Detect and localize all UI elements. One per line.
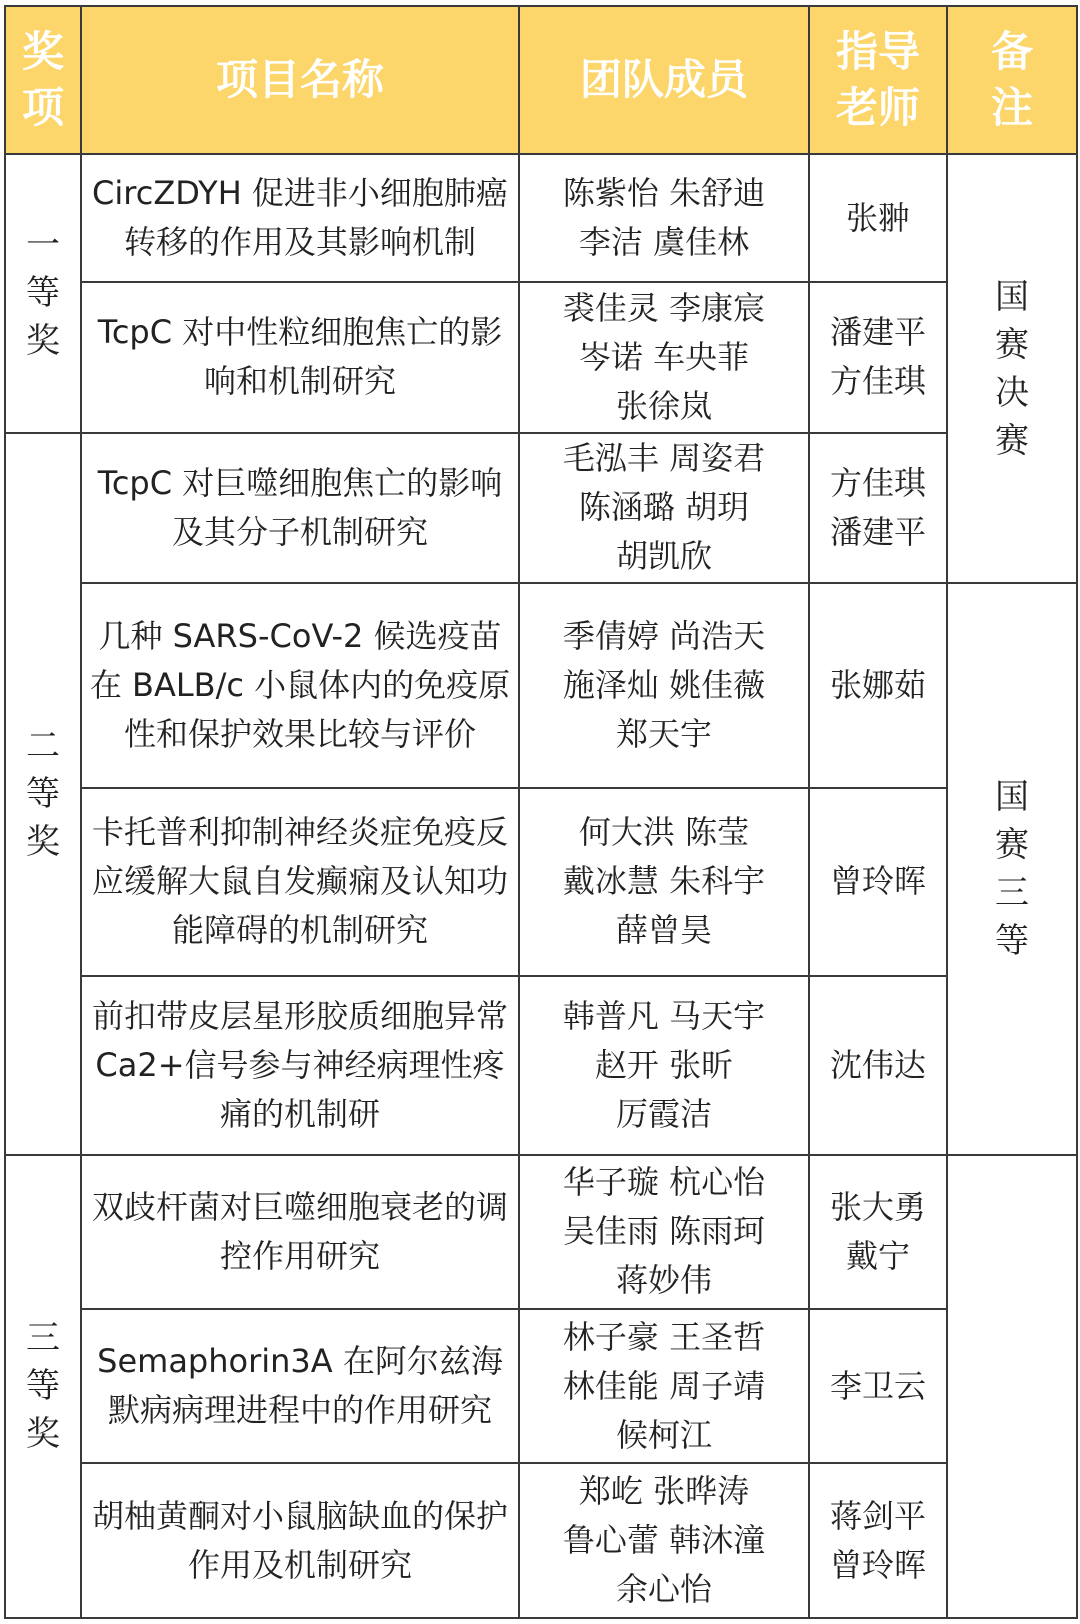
header-note-line: 注	[990, 83, 1033, 132]
member-line: 陈紫怡 朱舒迪	[562, 174, 766, 213]
table-row	[5, 1463, 1077, 1618]
advisor-name: 张翀	[845, 198, 910, 237]
table-row	[5, 788, 1077, 976]
header-advisor	[809, 6, 947, 154]
advisor	[809, 1155, 947, 1309]
team-members	[519, 433, 809, 583]
header-note	[947, 6, 1077, 154]
project-name: 卡托普利抑制神经炎症免疫反应缓解大鼠自发癫痫及认知功能障碍的机制研究	[81, 788, 519, 976]
member-line: 鲁心蕾 韩沐潼	[562, 1521, 766, 1560]
advisor-name: 方佳琪	[829, 463, 926, 502]
member-line: 蒋妙伟	[615, 1261, 712, 1300]
award-char: 等	[26, 1366, 60, 1407]
header-award-line: 奖	[21, 27, 64, 76]
advisor	[809, 433, 947, 583]
project-name: 胡柚黄酮对小鼠脑缺血的保护作用及机制研究	[81, 1463, 519, 1618]
member-line: 裘佳灵 李康宸	[562, 288, 766, 327]
award-char: 奖	[26, 1414, 60, 1455]
table-row	[5, 976, 1077, 1155]
header-note-line: 备	[990, 27, 1033, 76]
header-row	[5, 6, 1077, 154]
member-line: 张徐岚	[615, 386, 712, 425]
table-row	[5, 1155, 1077, 1309]
table-row	[5, 433, 1077, 583]
member-line: 林子豪 王圣哲	[562, 1317, 766, 1356]
advisor-name: 张娜茹	[829, 666, 926, 705]
awards-table	[4, 5, 1078, 1619]
project-name: 双歧杆菌对巨噬细胞衰老的调控作用研究	[81, 1155, 519, 1309]
member-line: 薛曾昊	[615, 911, 712, 950]
advisor-name: 方佳琪	[829, 362, 926, 401]
header-advisor-line: 老师	[835, 83, 920, 132]
member-line: 吴佳雨 陈雨珂	[562, 1212, 766, 1251]
award-char: 三	[26, 1318, 60, 1359]
member-line: 施泽灿 姚佳薇	[562, 666, 766, 705]
advisor-name: 曾玲晖	[829, 862, 926, 901]
team-members	[519, 976, 809, 1155]
member-line: 何大洪 陈莹	[578, 813, 750, 852]
advisor-name: 沈伟达	[829, 1045, 926, 1084]
table-row	[5, 1309, 1077, 1463]
advisor	[809, 1309, 947, 1463]
advisor	[809, 282, 947, 432]
advisor-name: 张大勇	[829, 1187, 926, 1226]
award-char: 奖	[26, 321, 60, 362]
header-award-line: 项	[21, 83, 64, 132]
header-award	[5, 6, 81, 154]
advisor-name: 戴宁	[845, 1236, 910, 1275]
project-name: 几种 SARS-CoV-2 候选疫苗在 BALB/c 小鼠体内的免疫原性和保护效果比较与评价	[81, 583, 519, 788]
note-char: 决	[995, 372, 1029, 413]
note-national-third	[947, 583, 1077, 1154]
note-national-final	[947, 154, 1077, 583]
team-members	[519, 154, 809, 282]
member-line: 余心怡	[615, 1570, 712, 1609]
award-char: 一	[26, 225, 60, 266]
member-line: 毛泓丰 周姿君	[562, 439, 766, 478]
advisor-name: 潘建平	[829, 512, 926, 551]
award-char: 奖	[26, 821, 60, 862]
note-char: 等	[995, 920, 1029, 961]
project-name: TcpC 对巨噬细胞焦亡的影响及其分子机制研究	[81, 433, 519, 583]
project-name: Semaphorin3A 在阿尔兹海默病病理进程中的作用研究	[81, 1309, 519, 1463]
team-members	[519, 282, 809, 432]
award-char: 二	[26, 725, 60, 766]
award-char: 等	[26, 273, 60, 314]
member-line: 郑天宇	[615, 715, 712, 754]
advisor-name: 曾玲晖	[829, 1545, 926, 1584]
note-char: 赛	[995, 824, 1029, 865]
table-row	[5, 583, 1077, 788]
note-char: 国	[995, 276, 1029, 317]
advisor	[809, 1463, 947, 1618]
member-line: 戴冰慧 朱科宇	[562, 862, 766, 901]
member-line: 候柯江	[615, 1415, 712, 1454]
member-line: 胡凯欣	[615, 537, 712, 576]
project-name: 前扣带皮层星形胶质细胞异常 Ca2+信号参与神经病理性疼痛的机制研	[81, 976, 519, 1155]
award-third	[5, 1155, 81, 1618]
member-line: 郑屹 张晔涛	[578, 1472, 750, 1511]
table-row	[5, 154, 1077, 282]
advisor	[809, 976, 947, 1155]
award-char: 等	[26, 773, 60, 814]
table-row	[5, 282, 1077, 432]
member-line: 华子璇 杭心怡	[562, 1163, 766, 1202]
member-line: 李洁 虞佳林	[578, 223, 750, 262]
member-line: 厉霞洁	[615, 1094, 712, 1133]
note-char: 赛	[995, 420, 1029, 461]
member-line: 韩普凡 马天宇	[562, 996, 766, 1035]
award-second	[5, 433, 81, 1155]
member-line: 林佳能 周子靖	[562, 1366, 766, 1405]
advisor-name: 蒋剑平	[829, 1496, 926, 1535]
note-char: 国	[995, 776, 1029, 817]
member-line: 季倩婷 尚浩天	[562, 617, 766, 656]
advisor	[809, 583, 947, 788]
award-first	[5, 154, 81, 433]
member-line: 赵开 张昕	[594, 1045, 734, 1084]
advisor-name: 潘建平	[829, 313, 926, 352]
header-project: 项目名称	[81, 6, 519, 154]
project-name: CircZDYH 促进非小细胞肺癌转移的作用及其影响机制	[81, 154, 519, 282]
member-line: 陈涵璐 胡玥	[578, 488, 750, 527]
member-line: 岑诺 车央菲	[578, 337, 750, 376]
team-members	[519, 1309, 809, 1463]
header-advisor-line: 指导	[835, 27, 920, 76]
advisor	[809, 154, 947, 282]
header-members: 团队成员	[519, 6, 809, 154]
note-char: 三	[995, 872, 1029, 913]
team-members	[519, 1155, 809, 1309]
note-char: 赛	[995, 324, 1029, 365]
advisor-name: 李卫云	[829, 1366, 926, 1405]
team-members	[519, 1463, 809, 1618]
note-empty	[947, 1155, 1077, 1618]
advisor	[809, 788, 947, 976]
team-members	[519, 583, 809, 788]
project-name: TcpC 对中性粒细胞焦亡的影响和机制研究	[81, 282, 519, 432]
team-members	[519, 788, 809, 976]
